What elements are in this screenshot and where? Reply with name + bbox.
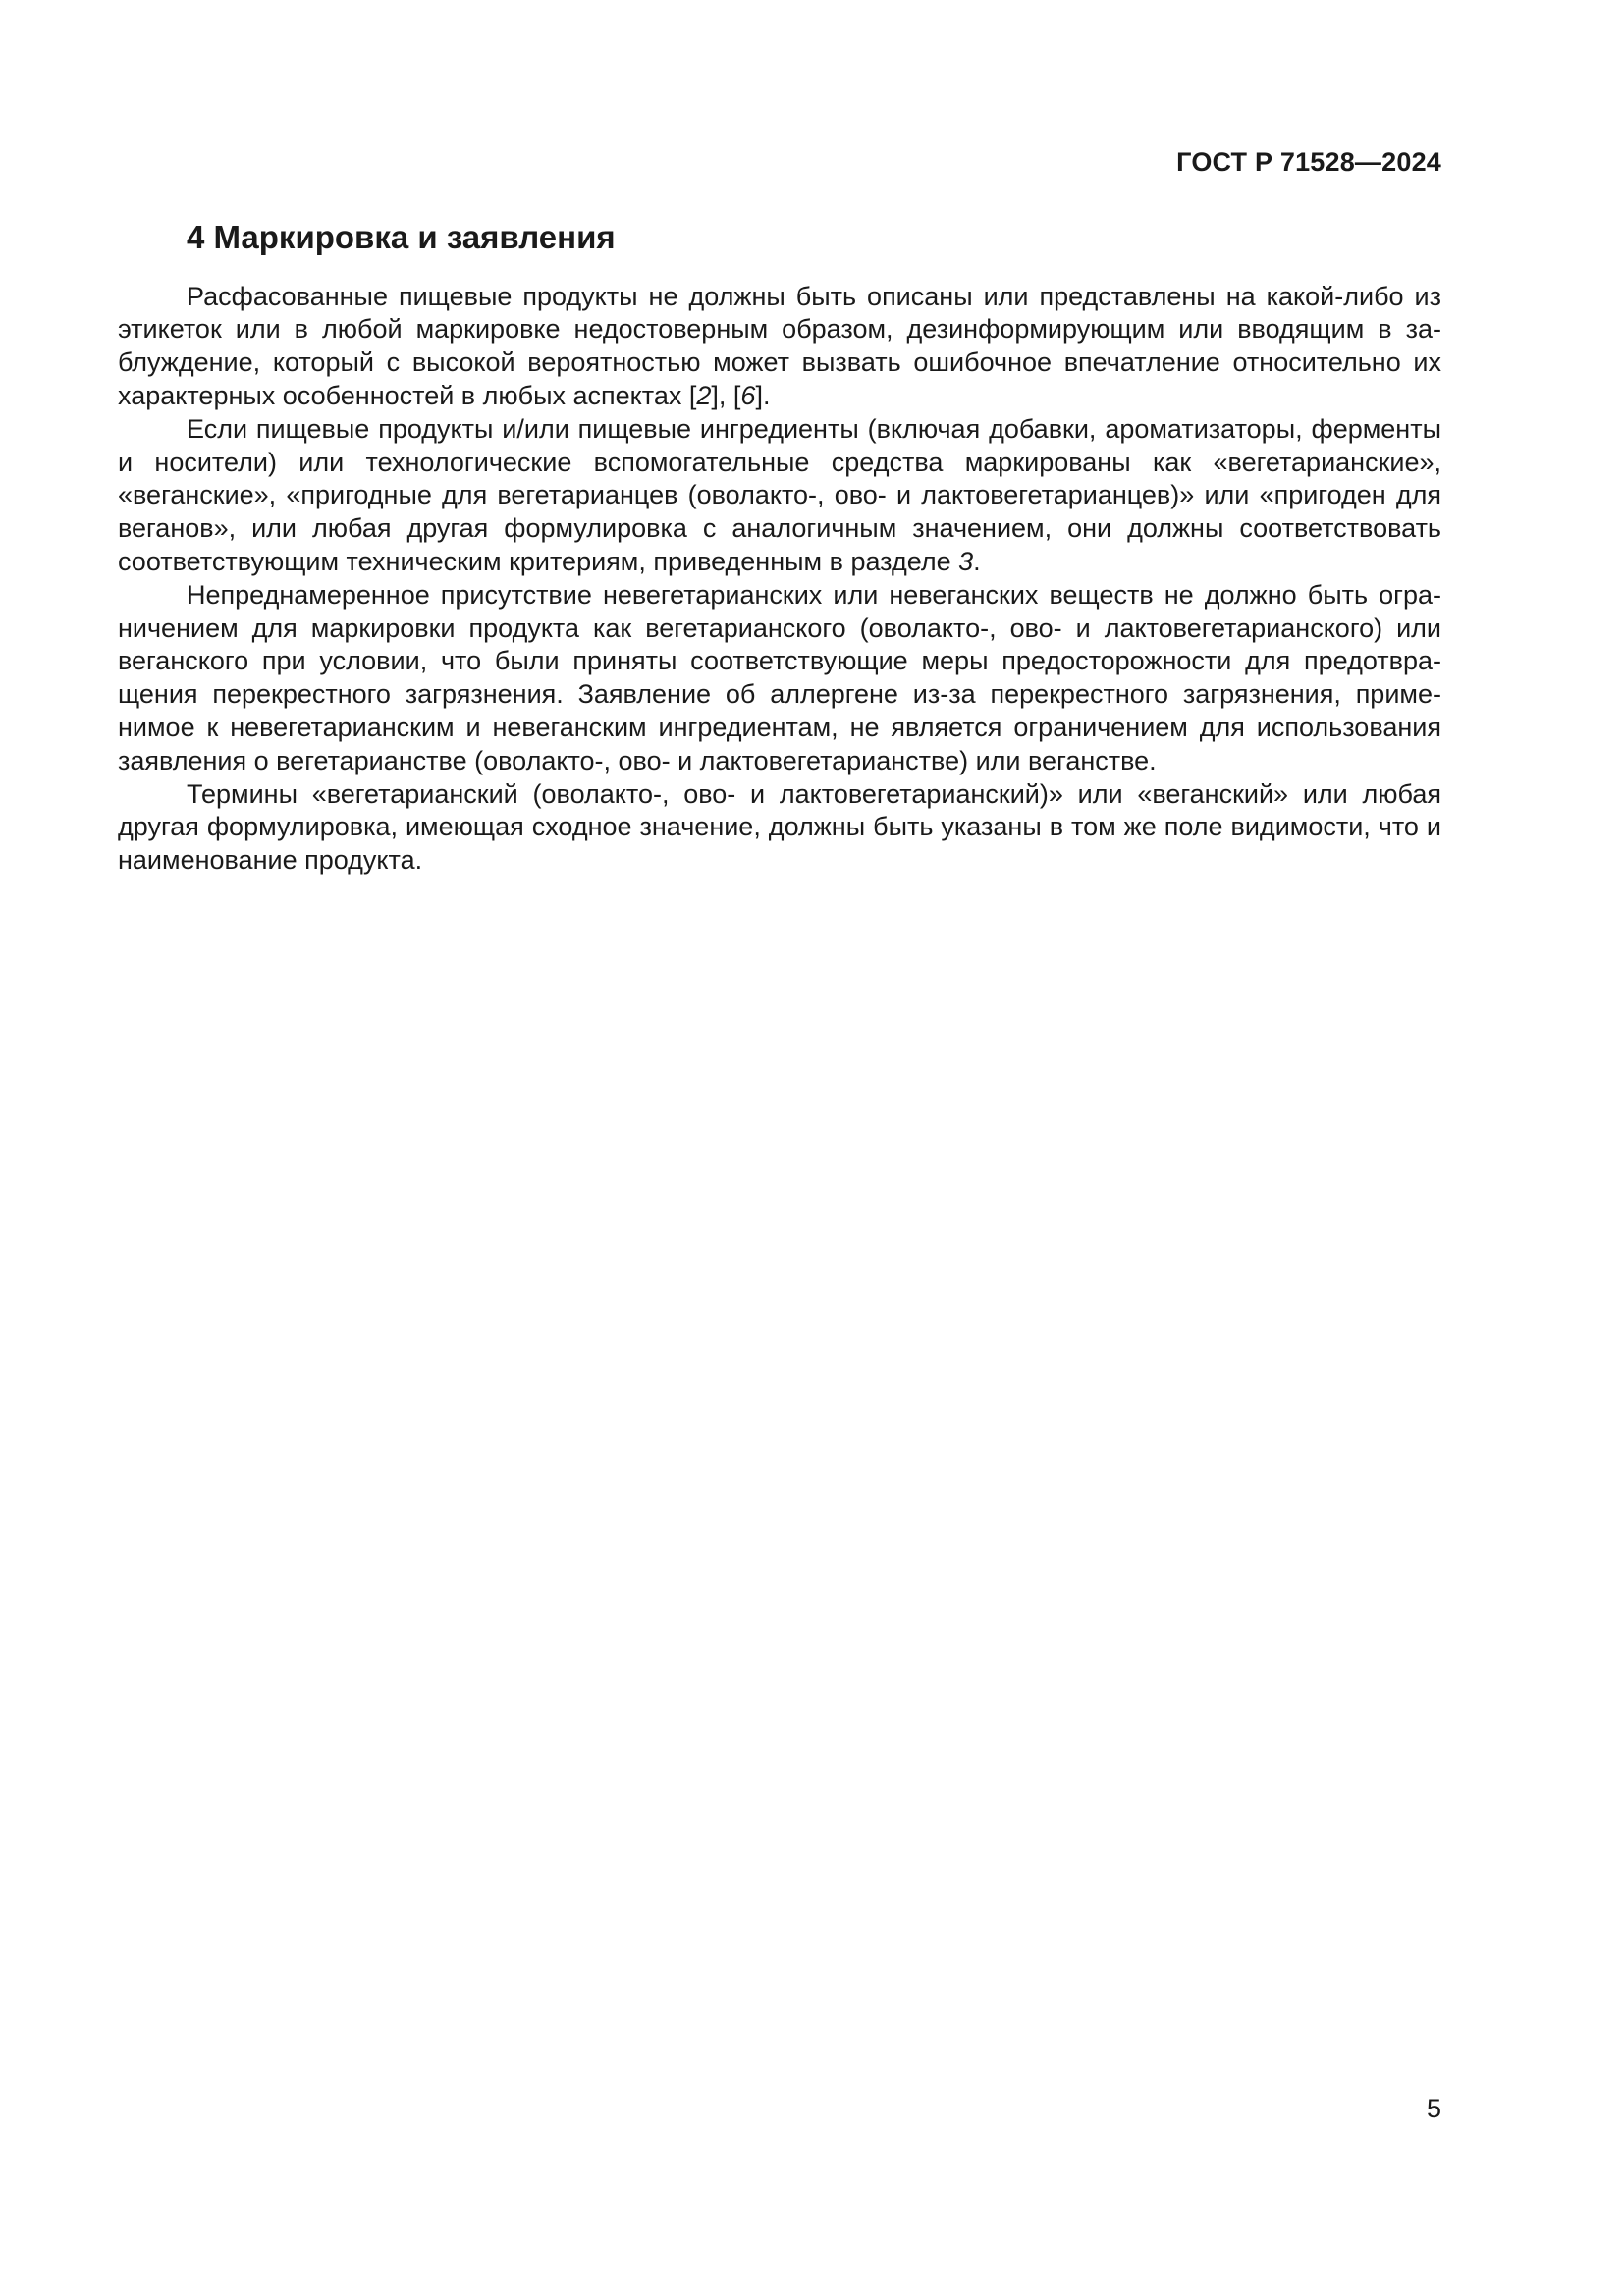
paragraph-text: Непреднамеренное присутствие невегетарианских или невеганских веществ не должно быть ограничением для маркировки продукта как вегетарианского (оволакто-, ово- и лактовегетарианского) или веганского при условии, что были приняты соответствующие меры предосторожности для предотвращения перекрестного загрязнения. Заявление об аллергене из-за перекрестного загрязнения, применимое к невегетарианским и невеганским ингредиентам, не является ограничением для использования заявления о вегетарианстве (оволакто-, ово- и лактовегетарианстве) или веганстве. <box>118 579 1441 775</box>
paragraph-text: . <box>973 546 981 576</box>
reference-number: 2 <box>696 380 712 410</box>
section-body <box>118 281 1441 878</box>
paragraph-text: Термины «вегетарианский (оволакто-, ово- и лактовегетарианский)» или «веганский» или любая другая формулировка, имеющая сходное значение, должны быть указаны в том же поле видимости, что и наименование продукта. <box>118 778 1441 876</box>
reference-number: 3 <box>958 546 974 576</box>
section-title: 4 Маркировка и заявления <box>187 219 616 255</box>
paragraph-text: Расфасованные пищевые продукты не должны быть описаны или представлены на какой-либо из этикеток или в любой маркировке недостоверным образом, дезинформирующим или вводящим в заблуждение, который с высокой вероятностью может вызвать ошибочное впечатление относительно их характерных особенностей в любых аспектах [ <box>118 281 1441 410</box>
page-number: 5 <box>1426 2094 1441 2123</box>
paragraph-text: ], [ <box>711 380 741 410</box>
paragraph <box>118 579 1441 778</box>
reference-number: 6 <box>740 380 756 410</box>
paragraph <box>118 413 1441 579</box>
paragraph <box>118 778 1441 878</box>
section-4 <box>118 218 1441 878</box>
paragraph <box>118 281 1441 413</box>
paragraph-text: Если пищевые продукты и/или пищевые ингредиенты (включая добавки, ароматизаторы, ферменты и носители) или технологические вспомогательные средства маркированы как «вегетарианские», «веганские», «пригодные для вегетарианцев (оволакто-, ово- и лактовегетарианцев)» или «пригоден для веганов», или любая другая формулировка с аналогичным значением, они должны соответствовать соответствующим техническим критериям, приведенным в разделе <box>118 413 1441 576</box>
document-code: ГОСТ Р 71528—2024 <box>1176 147 1441 177</box>
paragraph-text: ]. <box>755 380 771 410</box>
